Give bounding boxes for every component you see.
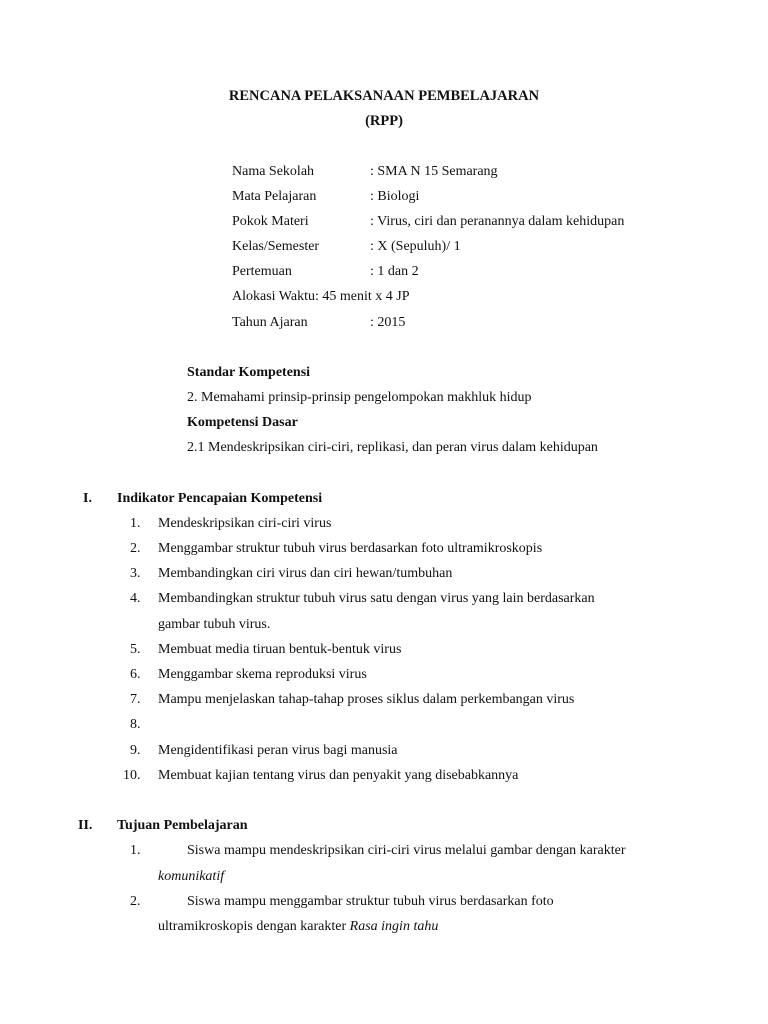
identity-label: Alokasi Waktu: 45 menit x 4 JP <box>232 289 410 304</box>
identity-value: : Biologi <box>370 189 420 204</box>
list-item: Membandingkan struktur tubuh virus satu dengan virus yang lain berdasarkan <box>158 591 595 606</box>
list-number: 3. <box>130 566 141 581</box>
list-item-continuation <box>158 868 224 886</box>
list-number: 8. <box>130 717 141 732</box>
dasar-heading: Kompetensi Dasar <box>187 415 298 430</box>
list-number: 10. <box>123 768 141 783</box>
identity-label: Pokok Materi <box>232 214 309 229</box>
identity-label: Pertemuan <box>232 264 292 279</box>
list-item: Mendeskripsikan ciri-ciri virus <box>158 516 332 531</box>
document-subtitle: (RPP) <box>365 113 403 129</box>
list-item: Menggambar skema reproduksi virus <box>158 667 367 682</box>
list-item: Mengidentifikasi peran virus bagi manusia <box>158 743 398 758</box>
section-heading: Indikator Pencapaian Kompetensi <box>117 491 323 506</box>
character-trait: komunikatif <box>158 869 225 884</box>
list-number: 2. <box>130 894 141 909</box>
standar-text: 2. Memahami prinsip-prinsip pengelompokan makhluk hidup <box>187 390 532 405</box>
section-numeral: II. <box>78 818 93 833</box>
section-heading: Tujuan Pembelajaran <box>117 818 248 833</box>
standar-heading: Standar Kompetensi <box>187 365 311 380</box>
section-numeral: I. <box>83 491 92 506</box>
list-item: Siswa mampu mendeskripsikan ciri-ciri virus melalui gambar dengan karakter <box>187 843 626 858</box>
identity-value: : X (Sepuluh)/ 1 <box>370 239 461 254</box>
identity-label: Kelas/Semester <box>232 239 320 254</box>
list-number: 1. <box>130 843 141 858</box>
list-number: 4. <box>130 591 141 606</box>
list-item: Membuat kajian tentang virus dan penyakit yang disebabkannya <box>158 768 519 783</box>
list-number: 6. <box>130 667 141 682</box>
list-item: Siswa mampu menggambar struktur tubuh virus berdasarkan foto <box>187 894 554 909</box>
list-item: Membandingkan ciri virus dan ciri hewan/tumbuhan <box>158 566 453 581</box>
list-item-continuation <box>158 918 438 936</box>
identity-value: : SMA N 15 Semarang <box>370 164 498 179</box>
list-number: 7. <box>130 692 141 707</box>
identity-value: : 1 dan 2 <box>370 264 419 279</box>
character-trait: Rasa ingin tahu <box>349 919 439 934</box>
plain-text: ultramikroskopis dengan karakter <box>158 919 350 934</box>
list-number: 1. <box>130 516 141 531</box>
list-item: Menggambar struktur tubuh virus berdasarkan foto ultramikroskopis <box>158 541 543 556</box>
identity-label: Nama Sekolah <box>232 164 315 179</box>
identity-value: : Virus, ciri dan peranannya dalam kehidupan <box>370 214 625 229</box>
list-number: 2. <box>130 541 141 556</box>
list-number: 9. <box>130 743 141 758</box>
list-item: Membuat media tiruan bentuk-bentuk virus <box>158 642 402 657</box>
identity-label: Tahun Ajaran <box>232 315 308 330</box>
list-number: 5. <box>130 642 141 657</box>
list-item-continuation: gambar tubuh virus. <box>158 617 271 632</box>
dasar-text: 2.1 Mendeskripsikan ciri-ciri, replikasi, dan peran virus dalam kehidupan <box>187 440 598 455</box>
identity-value: : 2015 <box>370 315 406 330</box>
document-title: RENCANA PELAKSANAAN PEMBELAJARAN <box>228 88 540 104</box>
identity-label: Mata Pelajaran <box>232 189 317 204</box>
list-item: Mampu menjelaskan tahap-tahap proses siklus dalam perkembangan virus <box>158 692 575 707</box>
